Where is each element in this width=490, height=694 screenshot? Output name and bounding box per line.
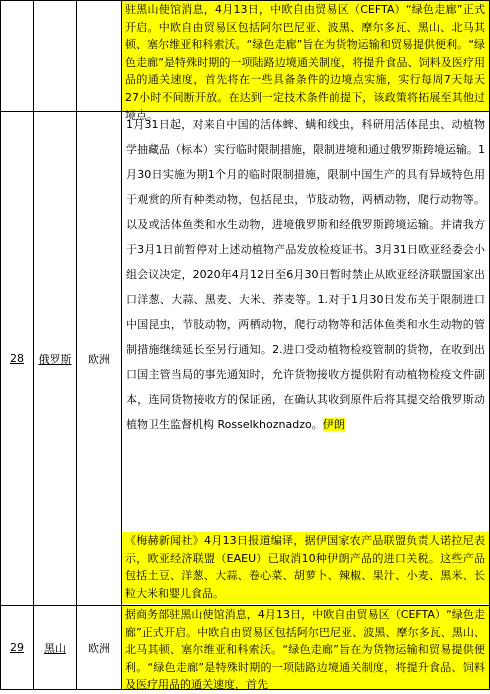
content-cell	[122, 1, 490, 122]
table-row	[1, 606, 490, 690]
region-cell	[77, 606, 122, 690]
content-cell	[122, 606, 490, 690]
montenegro-notice-text: 据商务部驻黑山使馆消息，4月13日，中欧自由贸易区（CEFTA）“绿色走廊”正式开启。中欧自由贸易区包括阿尔巴尼亚、波黑、摩尔多瓦、黑山、北马其顿、塞尔维亚和科索沃。“绿色走廊”旨在为货物运输和贸易提供便利。“绿色走廊”是特殊时期的一项陆路边境通关制度，将提升食品、饲料及医疗用品的通关速度，首先	[122, 606, 489, 689]
region-cell	[77, 1, 122, 112]
region-name: 欧洲	[88, 352, 110, 366]
region-name: 欧洲	[88, 641, 110, 655]
row-number-cell	[1, 112, 34, 606]
russia-measures-text	[122, 112, 489, 532]
country-cell	[34, 112, 77, 606]
row-number: 29	[10, 641, 24, 654]
iran-tariff-news-text: 《梅赫新闻社》4月13日报道编译，据伊国家农产品联盟负责人诺拉尼表示，欧亚经济联盟（EAEU）已取消10种伊朗产品的进口关税。这些产品包括土豆、洋葱、大蒜、卷心菜、胡萝卜、辣椒、果汁、小麦、黑米、长粒大米和婴儿食品。	[122, 532, 489, 604]
country-cell	[34, 606, 77, 690]
continued-notice-text: 驻黑山使馆消息，4月13日，中欧自由贸易区（CEFTA）“绿色走廊”正式开启。中欧自由贸易区包括阿尔巴尼亚、波黑、摩尔多瓦、黑山、北马其顿、塞尔维亚和科索沃。“绿色走廊”旨在为货物运输和贸易提供便利。“绿色走廊”是特殊时期的一项陆路边境通关制度，将提升食品、饲料及医疗用品的通关速度，首先将在一些具备条件的边境点实施，实行每周7天每天27小时不间断开放。在达到一定技术条件前提下，该政策将拓展至其他过境点。	[122, 1, 489, 111]
country-name: 黑山	[44, 641, 66, 655]
iran-lead-text: 伊朗	[322, 418, 345, 431]
region-cell	[77, 112, 122, 606]
row-number-cell	[1, 606, 34, 690]
country-name: 俄罗斯	[38, 352, 72, 366]
table-row	[1, 112, 490, 606]
content-cell	[122, 112, 490, 606]
country-cell	[34, 1, 77, 112]
table-row	[1, 1, 490, 112]
russia-measures-body: 1月31日起，对来自中国的活体蜱、螨和线虫，科研用活体昆虫、动植物学抽藏品（标本）实行临时限制措施，限制进境和通过俄罗斯跨境运输。1月30日实施为期1个月的临时限制措施，限制中国生产的具有异域特色用于观赏的所有种类动物，包括昆虫，节肢动物，两栖动物，爬行动物等。以及或活体鱼类和水生动物，进境俄罗斯和经俄罗斯跨境运输。并请我方于3月1日前暂停对上述动植物产品发放检疫证书。3月31日欧亚经委会小组会议决定，2020年4月12日至6月30日暂时禁止从欧亚经济联盟国家出口洋葱、大蒜、黑麦、大米、荞麦等。1.对于1月30日发布关于限制进口中国昆虫，节肢动物，两栖动物，爬行动物等和活体鱼类和水生动物的管制措施继续延长至另行通知。2.进口受动植物检疫管制的货物，在收到出口国主管当局的事先通知时，允许货物接收方提供附有动植物检疫文件副本，连同货物接收方的保证函，在确认其收到原件后将其提交给俄罗斯动植物卫生监督机构 Rosselkhoznadzo。	[126, 118, 485, 431]
row-number: 28	[10, 352, 24, 365]
row-number-cell	[1, 1, 34, 112]
